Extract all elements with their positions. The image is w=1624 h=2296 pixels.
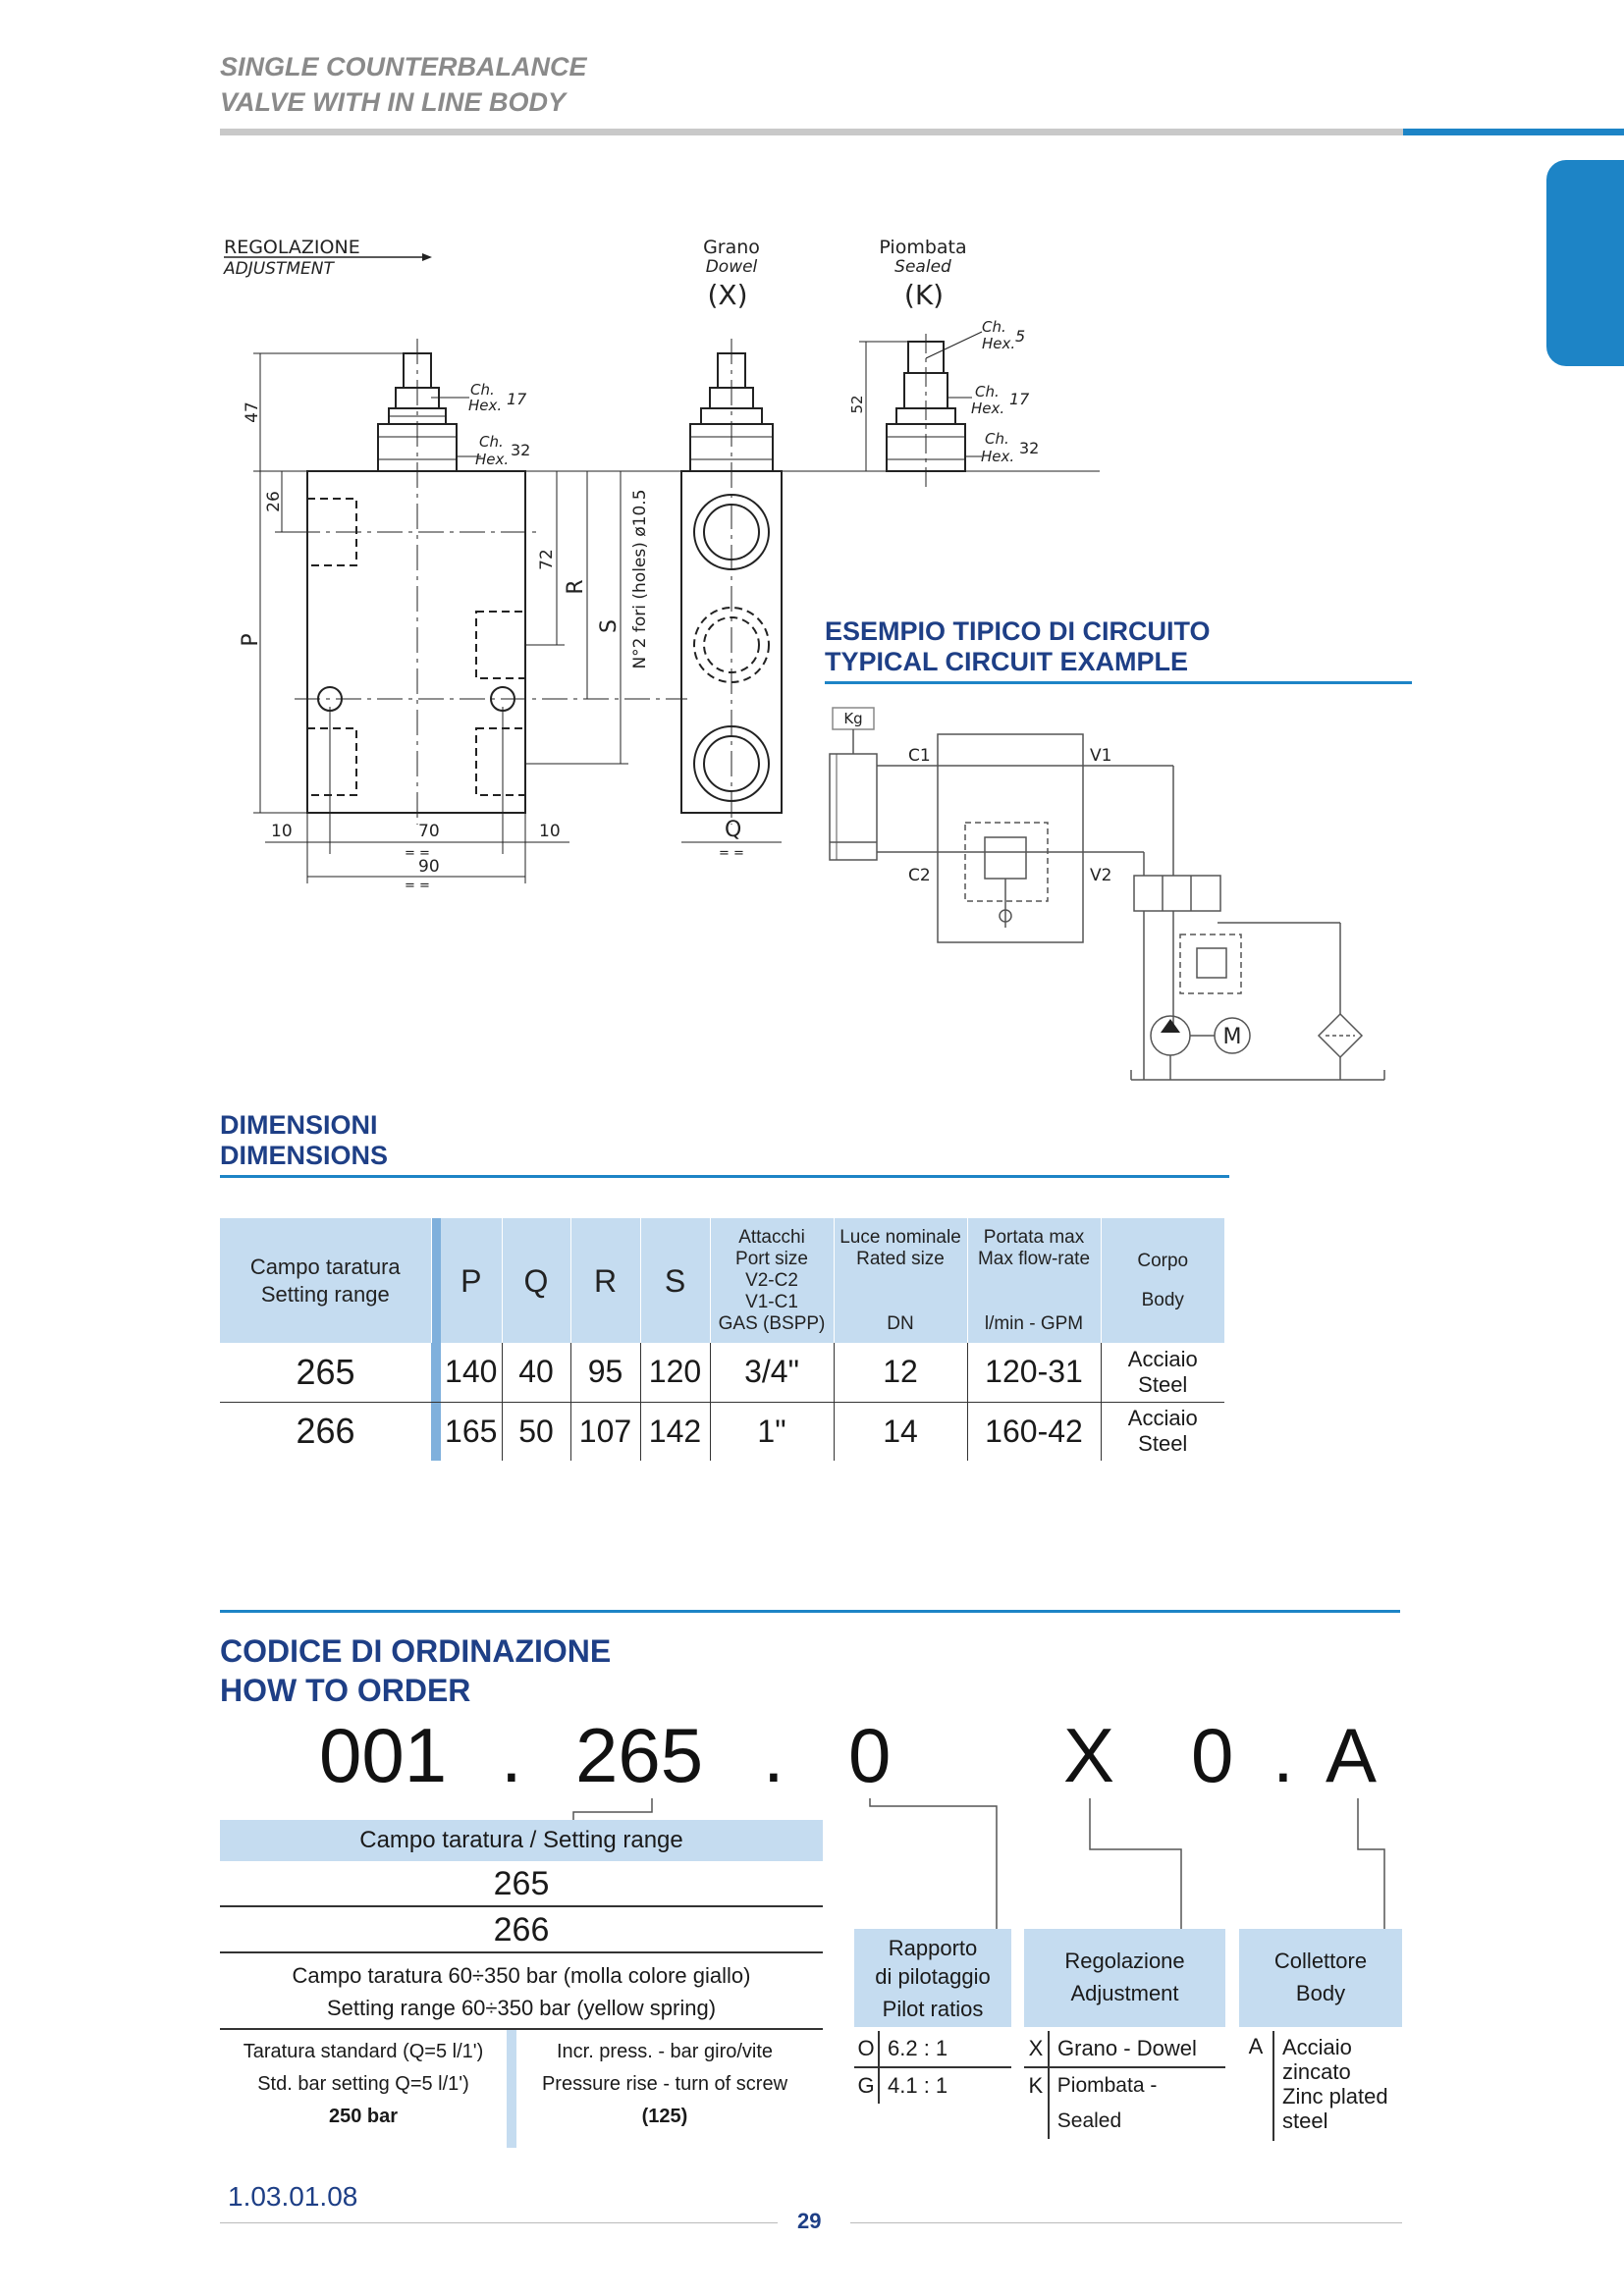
dim-q: Q [725, 818, 742, 842]
circuit-title-en: TYPICAL CIRCUIT EXAMPLE [825, 647, 1189, 676]
dim-equal: = = [719, 846, 744, 861]
pressure-increase: Incr. press. - bar giro/vite Pressure rise - turn of screw (125) [541, 2041, 788, 2127]
dim-52: 52 [848, 395, 866, 414]
hex-size: 17 [1009, 390, 1030, 408]
dim-r: R [564, 579, 588, 595]
sealed-label-it: Piombata [879, 237, 967, 258]
adjustment-block [1024, 1929, 1225, 2139]
hex-size: 32 [1019, 439, 1040, 457]
adjustment-label-en: ADJUSTMENT [224, 259, 334, 279]
setting-range-265: 265 [220, 1861, 823, 1907]
cell-range: 266 [296, 1411, 355, 1452]
standard-setting: Taratura standard (Q=5 l/1') Std. bar setting Q=5 l/1') 250 bar [220, 2030, 516, 2148]
circuit-port-v2: V2 [1090, 866, 1112, 885]
dimensions-title-it: DIMENSIONI [220, 1110, 378, 1140]
dim-70: 70 [418, 822, 440, 841]
holes-label: N°2 fori (holes) ø10.5 [630, 489, 650, 669]
circuit-port-c1: C1 [908, 746, 931, 766]
adjustment-header: Regolazione Adjustment [1024, 1929, 1225, 2027]
cell-rated-size: 12 [834, 1343, 967, 1402]
circuit-load-label: Kg [843, 710, 863, 727]
circuit-port-c2: C2 [908, 866, 931, 885]
hex-size: 5 [1015, 327, 1026, 346]
body-block [1239, 1929, 1402, 2141]
sealed-label-en: Sealed [894, 257, 951, 277]
dim-10-left: 10 [271, 822, 293, 841]
cell-s: 120 [640, 1343, 710, 1402]
cell-r: 95 [570, 1343, 640, 1402]
code-part-series: 001 [319, 1712, 448, 1798]
hex-label: Ch. [479, 433, 504, 451]
hex-size: 17 [507, 390, 527, 408]
code-part-range: 265 [575, 1712, 704, 1798]
code-part-body: A [1326, 1712, 1378, 1798]
pilot-ratio-block [854, 1929, 1011, 2104]
header-title-line1: SINGLE COUNTERBALANCE [220, 52, 587, 81]
hex-label: Hex. [982, 335, 1016, 352]
hex-label: Hex. [468, 397, 503, 414]
setting-range-block [220, 1820, 823, 2148]
body-option: A Acciaio zincato Zinc plated steel [1239, 2031, 1402, 2141]
cell-rated-size: 14 [834, 1402, 967, 1461]
cell-body: Acciaio Steel [1127, 1406, 1198, 1457]
footer-rule-left [220, 2222, 778, 2223]
cell-p: 165 [441, 1402, 502, 1461]
setting-range-note: Campo taratura 60÷350 bar (molla colore giallo) Setting range 60÷350 bar (yellow spring) [220, 1953, 823, 2030]
hex-size: 32 [511, 441, 531, 459]
dowel-code: (X) [707, 279, 748, 311]
dim-equal: = = [405, 846, 430, 861]
col-port-size: Attacchi Port size V2-C2 V1-C1 GAS (BSPP) [710, 1218, 834, 1343]
cell-body: Acciaio Steel [1101, 1343, 1224, 1402]
body-header: Collettore Body [1239, 1929, 1402, 2027]
hex-label: Ch. [470, 381, 495, 399]
col-r: R [570, 1218, 640, 1343]
col-body: Corpo Body [1101, 1218, 1224, 1343]
pilot-ratio-header: Rapporto di pilotaggio Pilot ratios [854, 1929, 1011, 2027]
page-number: 29 [797, 2209, 822, 2233]
hex-label: Hex. [981, 448, 1015, 465]
col-p: P [441, 1218, 502, 1343]
header-title-line2: VALVE WITH IN LINE BODY [220, 87, 567, 117]
cell-flow-rate: 120-31 [967, 1343, 1101, 1402]
dim-10-right: 10 [539, 822, 561, 841]
circuit-title-it: ESEMPIO TIPICO DI CIRCUITO [825, 616, 1211, 646]
col-s: S [640, 1218, 710, 1343]
cell-flow-rate: 160-42 [967, 1402, 1101, 1461]
hex-label: Ch. [975, 383, 1000, 400]
dim-s: S [597, 619, 622, 633]
dimensions-title-en: DIMENSIONS [220, 1141, 389, 1170]
hex-label: Hex. [971, 400, 1005, 417]
dim-72: 72 [537, 549, 557, 570]
code-part-adjustment: X [1063, 1712, 1115, 1798]
dim-p: P [239, 633, 263, 647]
code-part-option: 0 [1191, 1712, 1234, 1798]
code-part-pilot: 0 [848, 1712, 892, 1798]
code-dot: . [763, 1712, 785, 1798]
cell-p: 140 [441, 1343, 502, 1402]
cell-port-size: 1" [710, 1402, 834, 1461]
code-dot: . [1272, 1712, 1294, 1798]
adjustment-option: K Piombata - Sealed [1024, 2068, 1225, 2139]
order-title-it: CODICE DI ORDINAZIONE [220, 1633, 612, 1669]
setting-range-266: 266 [220, 1907, 823, 1953]
cell-port-size: 3/4" [710, 1343, 834, 1402]
hex-label: Ch. [982, 318, 1006, 336]
pilot-ratio-option: O 6.2 : 1 [854, 2031, 1011, 2068]
circuit-port-v1: V1 [1090, 746, 1112, 766]
col-rated-size: Luce nominale Rated size DN [834, 1218, 967, 1343]
dim-equal: = = [405, 879, 430, 893]
dowel-label-it: Grano [703, 237, 760, 258]
adjustment-option: X Grano - Dowel [1024, 2031, 1225, 2068]
circuit-motor-label: M [1222, 1025, 1242, 1049]
dim-47: 47 [243, 401, 262, 423]
adjustment-label-it: REGOLAZIONE [224, 237, 360, 258]
col-q: Q [502, 1218, 570, 1343]
hex-label: Ch. [985, 430, 1009, 448]
cell-s: 142 [640, 1402, 710, 1461]
cell-range: 265 [220, 1343, 431, 1402]
code-dot: . [501, 1712, 522, 1798]
dim-90: 90 [418, 857, 440, 877]
footer-rule-right [850, 2222, 1402, 2223]
pilot-ratio-option: G 4.1 : 1 [854, 2068, 1011, 2104]
cell-q: 50 [502, 1402, 570, 1461]
col-flow-rate: Portata max Max flow-rate l/min - GPM [967, 1218, 1101, 1343]
cell-r: 107 [570, 1402, 640, 1461]
footer-document-code: 1.03.01.08 [228, 2181, 358, 2212]
col-range: Campo taratura Setting range [220, 1218, 431, 1343]
setting-range-header: Campo taratura / Setting range [220, 1820, 823, 1861]
cell-q: 40 [502, 1343, 570, 1402]
dim-26: 26 [264, 491, 284, 512]
order-title-en: HOW TO ORDER [220, 1673, 471, 1708]
sealed-code: (K) [903, 279, 945, 311]
dowel-label-en: Dowel [705, 257, 758, 277]
hex-label: Hex. [475, 451, 510, 468]
